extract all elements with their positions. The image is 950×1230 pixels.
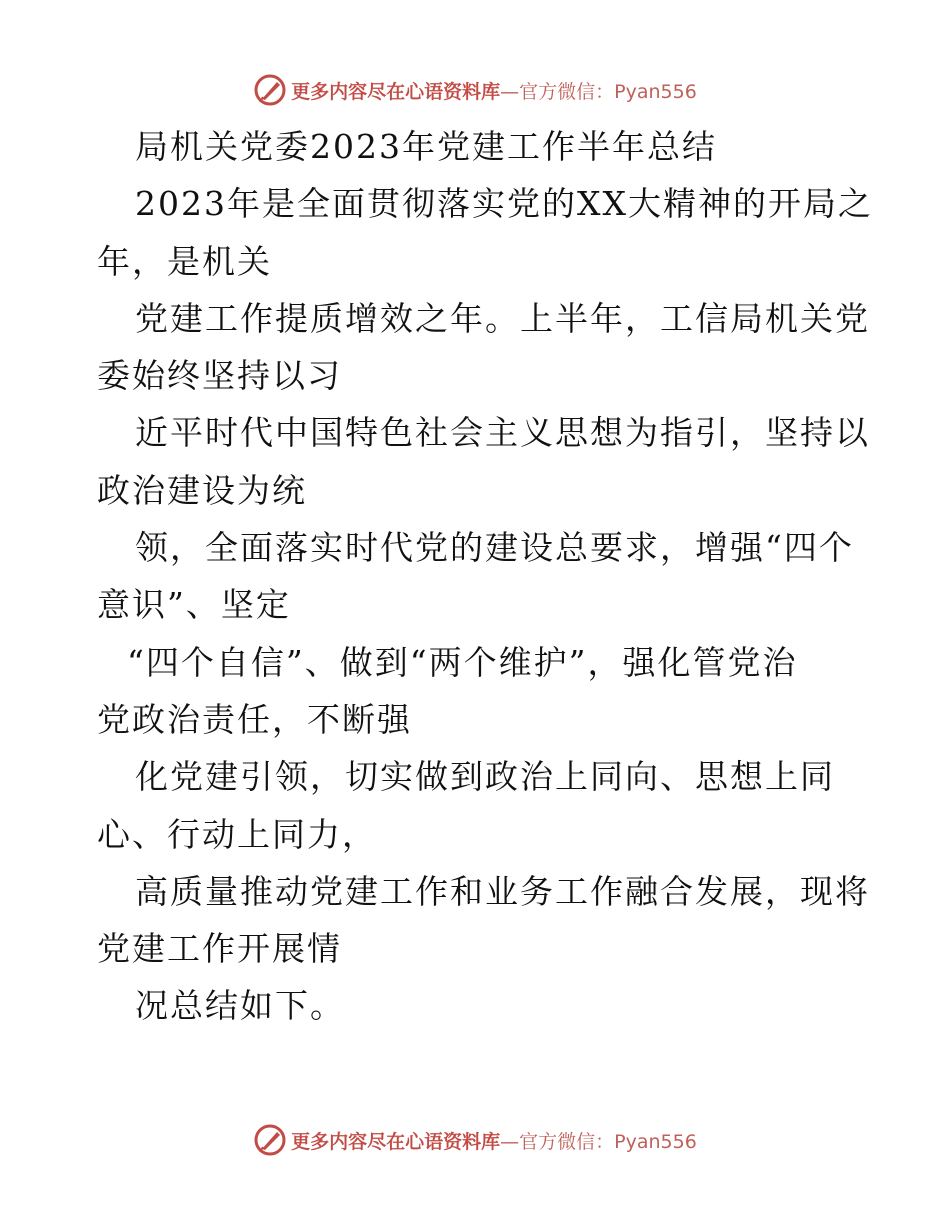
paragraph-line: 2023年是全面贯彻落实党的XX大精神的开局之 (135, 184, 873, 224)
footer-banner (0, 1120, 950, 1160)
paragraph-line: 况总结如下。 (135, 986, 345, 1026)
header-banner (0, 70, 950, 110)
paragraph-line: 近平时代中国特色社会主义思想为指引，坚持以 (135, 413, 870, 453)
quill-logo-icon (253, 73, 287, 107)
paragraph-line: 意识”、坚定 (97, 585, 291, 625)
paragraph-line: 领，全面落实时代党的建设总要求，增强“四个 (135, 528, 854, 568)
paragraph-line: 心、行动上同力， (97, 814, 377, 854)
paragraph-line: 高质量推动党建工作和业务工作融合发展，现将 (135, 871, 870, 911)
quill-logo-icon (253, 1123, 287, 1157)
paragraph-line: 委始终坚持以习 (97, 356, 342, 396)
paragraph-line: 党建工作提质增效之年。上半年，工信局机关党 (135, 298, 870, 338)
document-body (97, 118, 873, 1035)
banner-text: 更多内容尽在心语资料库—官方微信：Pyan556 (291, 80, 697, 103)
paragraph-line: 年，是机关 (97, 241, 272, 281)
paragraph-line: “四个自信”、做到“两个维护”，强化管党治 (127, 642, 798, 682)
paragraph-line: 党政治责任，不断强 (97, 699, 412, 739)
banner-text: 更多内容尽在心语资料库—官方微信：Pyan556 (291, 1130, 697, 1153)
paragraph-line: 化党建引领，切实做到政治上同向、思想上同 (135, 757, 835, 797)
paragraph-line: 政治建设为统 (97, 470, 307, 510)
paragraph-line: 党建工作开展情 (97, 929, 342, 969)
document-title: 局机关党委2023年党建工作半年总结 (135, 127, 717, 166)
